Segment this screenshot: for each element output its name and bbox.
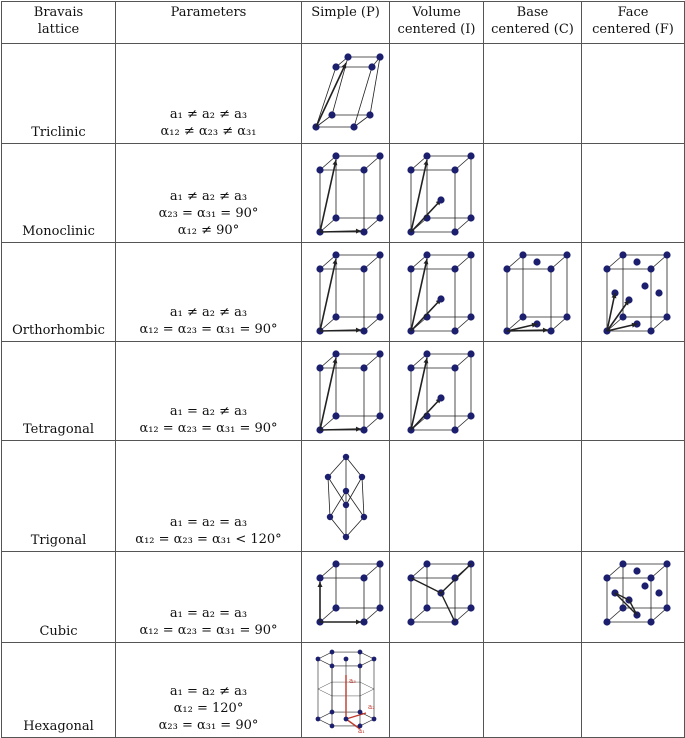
- lattice-atom: [647, 327, 654, 334]
- cell-edge: [362, 477, 364, 517]
- parameters-cell: [116, 44, 302, 144]
- lattice-atom: [332, 313, 339, 320]
- lattice-atom: [358, 474, 364, 480]
- parameter-line: a₁ ≠ a₂ ≠ a₃: [169, 107, 248, 122]
- parameter-line: α₁₂ ≠ α₂₃ ≠ α₃₁: [160, 124, 257, 139]
- lattice-atom: [342, 502, 348, 508]
- lattice-atom: [332, 604, 339, 611]
- table-row: [2, 441, 685, 552]
- table-row: [2, 44, 685, 144]
- header-text: Parameters: [170, 5, 247, 20]
- lattice-figure-cell: [582, 44, 685, 144]
- lattice-figure-cell: [390, 342, 484, 441]
- lattice-atom: [357, 664, 362, 669]
- lattice-atom: [316, 265, 323, 272]
- lattice-name: Trigonal: [30, 533, 87, 548]
- lattice-atom: [663, 251, 670, 258]
- lattice-name: Hexagonal: [23, 719, 94, 734]
- lattice-name: Triclinic: [31, 125, 86, 140]
- parameters-cell: [116, 441, 302, 552]
- lattice-name-cell: [2, 243, 116, 342]
- cell-edge: [330, 517, 346, 537]
- lattice-atom: [343, 657, 348, 662]
- lattice-atom: [332, 412, 339, 419]
- lattice-atom: [332, 350, 339, 357]
- lattice-atom: [357, 710, 362, 715]
- arrow-head: [542, 328, 547, 333]
- lattice-atom: [647, 265, 654, 272]
- parameter-line: α₁₂ = α₂₃ = α₃₁ < 120°: [135, 532, 282, 547]
- lattice-figure-cell: [484, 243, 582, 342]
- lattice-figure-cell: [390, 643, 484, 738]
- lattice-atom: [619, 251, 626, 258]
- hex-axis-label: a₁: [357, 727, 365, 735]
- lattice-unit-cell-diagram: [306, 346, 386, 436]
- lattice-unit-cell-diagram: [397, 552, 477, 642]
- lattice-figure-cell: [582, 243, 685, 342]
- parameter-line: a₁ = a₂ = a₃: [169, 515, 248, 530]
- lattice-figure-cell: [302, 144, 390, 243]
- lattice-figure-cell: [484, 552, 582, 643]
- lattice-name: Cubic: [39, 624, 78, 639]
- table-row: [2, 144, 685, 243]
- lattice-atom: [437, 394, 444, 401]
- lattice-atom: [376, 350, 383, 357]
- lattice-unit-cell-diagram: [397, 346, 477, 436]
- cell-edge: [360, 689, 374, 696]
- header-cell: [2, 2, 116, 44]
- lattice-unit-cell-diagram: [306, 451, 386, 541]
- lattice-atom: [332, 214, 339, 221]
- table-row: [2, 552, 685, 643]
- lattice-atom: [451, 364, 458, 371]
- lattice-name: Tetragonal: [23, 422, 94, 437]
- lattice-atom: [376, 560, 383, 567]
- parameter-line: α₁₂ = 120°: [173, 701, 244, 716]
- cell-edge: [320, 429, 361, 430]
- hex-axis-label: a₂: [367, 703, 375, 711]
- lattice-figure-cell: [302, 243, 390, 342]
- lattice-atom: [423, 350, 430, 357]
- lattice-atom: [360, 327, 367, 334]
- lattice-atom: [328, 111, 335, 118]
- lattice-atom: [467, 412, 474, 419]
- lattice-figure-cell: [582, 552, 685, 643]
- lattice-atom: [329, 710, 334, 715]
- lattice-figure-cell: [302, 552, 390, 643]
- lattice-atom: [423, 604, 430, 611]
- lattice-atom: [350, 123, 357, 130]
- arrow-head: [317, 582, 322, 587]
- lattice-atom: [324, 474, 330, 480]
- lattice-atom: [437, 196, 444, 203]
- lattice-atom: [360, 265, 367, 272]
- lattice-atom: [376, 313, 383, 320]
- cell-edge: [318, 689, 332, 696]
- header-text: Face: [617, 5, 649, 20]
- bravais-lattice-table: [1, 1, 685, 738]
- cell-edge: [328, 477, 330, 517]
- lattice-atom: [360, 426, 367, 433]
- cell-edge: [411, 200, 441, 232]
- header-row: [2, 2, 685, 44]
- lattice-atom: [467, 152, 474, 159]
- lattice-figure-cell: [390, 441, 484, 552]
- table-row: [2, 643, 685, 738]
- lattice-atom: [641, 582, 648, 589]
- header-cell: [484, 2, 582, 44]
- lattice-name: Monoclinic: [22, 224, 95, 239]
- cell-edge: [318, 682, 332, 689]
- lattice-figure-cell: [390, 144, 484, 243]
- lattice-atom: [451, 265, 458, 272]
- table-row: [2, 243, 685, 342]
- lattice-atom: [343, 717, 348, 722]
- header-text: Base: [516, 5, 549, 20]
- lattice-atom: [326, 514, 332, 520]
- lattice-figure-cell: [484, 144, 582, 243]
- table-body: [2, 44, 685, 738]
- lattice-atom: [633, 567, 640, 574]
- cell-edge: [320, 231, 361, 232]
- lattice-atom: [423, 560, 430, 567]
- lattice-atom: [619, 604, 626, 611]
- lattice-atom: [407, 364, 414, 371]
- lattice-atom: [467, 214, 474, 221]
- lattice-figure-cell: [302, 643, 390, 738]
- cell-edge: [360, 682, 374, 689]
- lattice-atom: [633, 258, 640, 265]
- lattice-atom: [376, 604, 383, 611]
- parameter-line: α₁₂ ≠ 90°: [177, 223, 240, 238]
- cell-edge: [328, 457, 346, 477]
- cell-edge: [346, 713, 366, 719]
- cell-edge: [507, 330, 548, 331]
- parameter-line: a₁ ≠ a₂ ≠ a₃: [169, 305, 248, 320]
- lattice-atom: [467, 313, 474, 320]
- lattice-atom: [360, 166, 367, 173]
- header-text: Bravais: [33, 5, 84, 20]
- lattice-atom: [519, 313, 526, 320]
- lattice-atom: [619, 560, 626, 567]
- lattice-figure-cell: [582, 342, 685, 441]
- arrow-head: [355, 328, 360, 333]
- lattice-atom: [451, 327, 458, 334]
- lattice-atom: [647, 574, 654, 581]
- cell-edge: [346, 517, 364, 537]
- lattice-unit-cell-diagram: [306, 247, 386, 337]
- lattice-atom: [376, 53, 383, 60]
- lattice-atom: [451, 228, 458, 235]
- parameter-line: α₂₃ = α₃₁ = 90°: [158, 206, 259, 221]
- parameter-line: α₁₂ = α₂₃ = α₃₁ = 90°: [139, 623, 278, 638]
- lattice-atom: [407, 265, 414, 272]
- lattice-figure-cell: [302, 441, 390, 552]
- lattice-figure-cell: [302, 342, 390, 441]
- lattice-atom: [342, 534, 348, 540]
- parameters-cell: [116, 552, 302, 643]
- parameter-line: a₁ = a₂ ≠ a₃: [169, 684, 248, 699]
- lattice-atom: [360, 228, 367, 235]
- lattice-atom: [603, 265, 610, 272]
- lattice-atom: [360, 574, 367, 581]
- header-text: lattice: [37, 22, 80, 37]
- lattice-atom: [357, 650, 362, 655]
- header-cell: [116, 2, 302, 44]
- lattice-unit-cell-diagram: [306, 552, 386, 642]
- lattice-atom: [371, 717, 376, 722]
- lattice-atom: [376, 214, 383, 221]
- lattice-atom: [451, 166, 458, 173]
- lattice-atom: [451, 426, 458, 433]
- lattice-atom: [467, 604, 474, 611]
- lattice-name: Orthorhombic: [12, 323, 105, 338]
- lattice-atom: [344, 53, 351, 60]
- lattice-atom: [315, 717, 320, 722]
- lattice-atom: [603, 574, 610, 581]
- header-cell: [390, 2, 484, 44]
- lattice-atom: [368, 63, 375, 70]
- cell-edge: [411, 299, 441, 331]
- lattice-atom: [329, 724, 334, 729]
- lattice-atom: [655, 289, 662, 296]
- header-text: centered (F): [592, 22, 674, 37]
- lattice-atom: [467, 251, 474, 258]
- lattice-atom: [332, 251, 339, 258]
- lattice-atom: [641, 282, 648, 289]
- lattice-name-cell: [2, 552, 116, 643]
- parameters-cell: [116, 643, 302, 738]
- lattice-figure-cell: [390, 552, 484, 643]
- lattice-atom: [316, 574, 323, 581]
- parameter-line: α₁₂ = α₂₃ = α₃₁ = 90°: [139, 421, 278, 436]
- arrow-head: [355, 427, 360, 432]
- lattice-atom: [547, 265, 554, 272]
- cell-edge: [346, 457, 362, 477]
- lattice-atom: [647, 618, 654, 625]
- lattice-figure-cell: [390, 243, 484, 342]
- header-text: centered (I): [397, 22, 476, 37]
- cell-edge: [411, 578, 441, 593]
- lattice-figure-cell: [582, 643, 685, 738]
- lattice-atom: [329, 664, 334, 669]
- lattice-atom: [533, 258, 540, 265]
- lattice-atom: [619, 313, 626, 320]
- lattice-atom: [376, 152, 383, 159]
- lattice-atom: [332, 560, 339, 567]
- lattice-atom: [332, 152, 339, 159]
- lattice-figure-cell: [484, 643, 582, 738]
- lattice-atom: [332, 63, 339, 70]
- parameter-line: a₁ ≠ a₂ ≠ a₃: [169, 189, 248, 204]
- hex-axis-label: a₃: [348, 677, 356, 685]
- parameter-line: α₁₂ = α₂₃ = α₃₁ = 90°: [139, 322, 278, 337]
- lattice-atom: [603, 618, 610, 625]
- lattice-atom: [437, 295, 444, 302]
- lattice-unit-cell-diagram: [493, 247, 573, 337]
- lattice-atom: [423, 251, 430, 258]
- lattice-unit-cell-diagram: [306, 49, 386, 139]
- lattice-figure-cell: [582, 441, 685, 552]
- lattice-unit-cell-diagram: [397, 247, 477, 337]
- lattice-figure-cell: [302, 44, 390, 144]
- lattice-unit-cell-diagram: [593, 247, 673, 337]
- lattice-atom: [407, 618, 414, 625]
- lattice-atom: [663, 604, 670, 611]
- cell-edge: [411, 398, 441, 430]
- lattice-atom: [360, 364, 367, 371]
- lattice-atom: [371, 657, 376, 662]
- lattice-atom: [316, 364, 323, 371]
- lattice-atom: [360, 618, 367, 625]
- lattice-figure-cell: [484, 44, 582, 144]
- cell-edge: [320, 330, 361, 331]
- lattice-unit-cell-diagram: [306, 148, 386, 238]
- lattice-atom: [360, 514, 366, 520]
- lattice-atom: [423, 152, 430, 159]
- lattice-name-cell: [2, 643, 116, 738]
- lattice-atom: [407, 166, 414, 173]
- cell-edge: [441, 593, 455, 622]
- lattice-atom: [316, 166, 323, 173]
- parameters-cell: [116, 342, 302, 441]
- parameter-line: a₁ = a₂ = a₃: [169, 606, 248, 621]
- header-text: centered (C): [491, 22, 574, 37]
- lattice-unit-cell-diagram: [306, 645, 386, 735]
- parameter-line: α₂₃ = α₃₁ = 90°: [158, 718, 259, 733]
- lattice-atom: [563, 313, 570, 320]
- lattice-name-cell: [2, 342, 116, 441]
- lattice-atom: [376, 412, 383, 419]
- lattice-figure-cell: [582, 144, 685, 243]
- lattice-atom: [329, 650, 334, 655]
- lattice-figure-cell: [390, 44, 484, 144]
- lattice-atom: [563, 251, 570, 258]
- lattice-name-cell: [2, 441, 116, 552]
- lattice-atom: [503, 265, 510, 272]
- lattice-figure-cell: [484, 342, 582, 441]
- lattice-figure-cell: [484, 441, 582, 552]
- parameters-cell: [116, 243, 302, 342]
- cell-edge: [615, 593, 629, 600]
- parameter-line: a₁ = a₂ ≠ a₃: [169, 404, 248, 419]
- parameters-cell: [116, 144, 302, 243]
- cell-edge: [441, 564, 471, 593]
- header-text: Volume: [412, 5, 461, 20]
- lattice-unit-cell-diagram: [593, 552, 673, 642]
- lattice-atom: [663, 313, 670, 320]
- lattice-atom: [342, 488, 348, 494]
- table-row: [2, 342, 685, 441]
- lattice-atom: [315, 657, 320, 662]
- lattice-atom: [342, 454, 348, 460]
- arrow-head: [356, 620, 361, 625]
- lattice-atom: [547, 327, 554, 334]
- lattice-atom: [519, 251, 526, 258]
- lattice-atom: [467, 350, 474, 357]
- header-cell: [302, 2, 390, 44]
- lattice-atom: [366, 111, 373, 118]
- header-text: Simple (P): [311, 5, 380, 20]
- lattice-name-cell: [2, 44, 116, 144]
- header-cell: [582, 2, 685, 44]
- lattice-name-cell: [2, 144, 116, 243]
- lattice-atom: [655, 589, 662, 596]
- arrow-head: [355, 229, 360, 234]
- lattice-atom: [376, 251, 383, 258]
- lattice-unit-cell-diagram: [397, 148, 477, 238]
- lattice-atom: [663, 560, 670, 567]
